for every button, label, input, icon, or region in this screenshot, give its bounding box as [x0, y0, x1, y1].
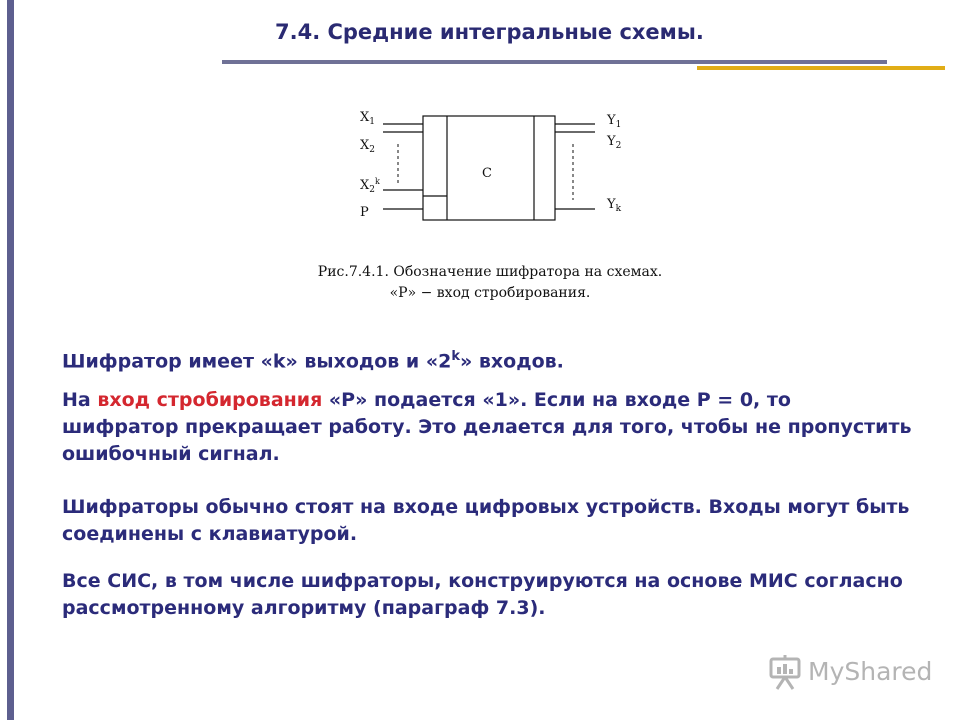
caption-line-2: «P» − вход стробирования. [389, 285, 591, 301]
encoder-diagram [340, 100, 640, 230]
label-x2: $X_2$ [360, 138, 375, 155]
caption-line-1: Рис.7.4.1. Обозначение шифратора на схемах. [317, 264, 663, 280]
title-rule-blue [222, 60, 887, 64]
figure-caption [260, 262, 720, 304]
title-rule-gold [697, 66, 945, 70]
watermark-text: MyShared [808, 657, 933, 686]
slide-title: 7.4. Средние интегральные схемы. [275, 20, 704, 44]
label-x2k: $X_2^k$ [360, 177, 380, 195]
paragraph-strobe: На вход стробирования «P» подается «1». Если на входе Р = 0, то шифратор прекращает работу. Это делается для того, чтобы не пропустить ошибочный сигнал. [62, 389, 912, 465]
strobe-highlight: вход стробирования [97, 389, 323, 411]
left-accent-bar [7, 0, 14, 720]
label-p: P [360, 205, 369, 220]
paragraph-keyboard: Шифраторы обычно стоят на входе цифровых устройств. Входы могут быть соединены с клавиатурой. [62, 496, 910, 545]
paragraph-sis-mis: Все СИС, в том числе шифраторы, конструируются на основе МИС согласно рассмотренному алгоритму (параграф 7.3). [62, 570, 903, 619]
presentation-icon [768, 655, 802, 691]
label-y2: $Y_2$ [607, 134, 622, 151]
label-y1: $Y_1$ [607, 113, 622, 130]
paragraph-outputs-inputs: Шифратор имеет «k» выходов и «2$^k$» входов. [62, 349, 564, 373]
label-x1: $X_1$ [360, 110, 375, 127]
block-label: C [482, 166, 492, 181]
label-yk: $Y_k$ [607, 197, 622, 214]
watermark-logo [768, 655, 933, 695]
